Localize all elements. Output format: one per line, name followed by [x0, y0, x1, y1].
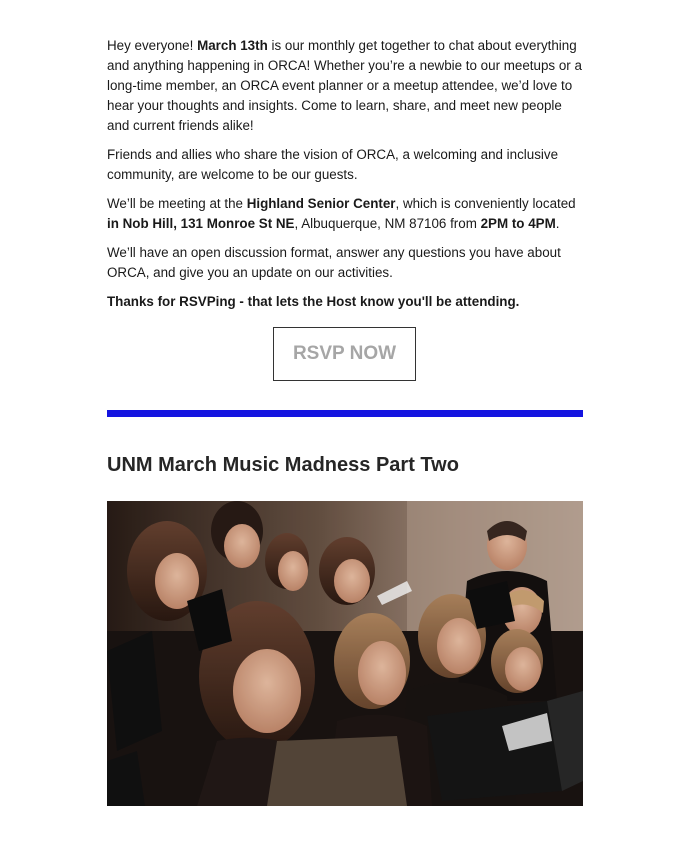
email-body	[107, 36, 583, 312]
location-text-3: , Albuquerque, NM 87106 from	[294, 216, 481, 231]
guests-paragraph: Friends and allies who share the vision of ORCA, a welcoming and inclusive community, are welcome to be our guests.	[107, 147, 559, 182]
section-divider	[107, 410, 583, 417]
intro-paragraph	[107, 36, 583, 136]
choir-photo	[107, 501, 583, 806]
format-paragraph: We’ll have an open discussion format, answer any questions you have about ORCA, and give you an update on our activities.	[107, 245, 561, 280]
location-paragraph	[107, 194, 583, 234]
venue-name: Highland Senior Center	[246, 196, 396, 211]
choir-photo-illustration	[107, 501, 583, 806]
intro-text-2: is our monthly get together to chat about everything and anything happening in ORCA! Whether you’re a newbie to our meetups or a long-time member, an ORCA event planner or a meetup attendee, we’d love to hear your thoughts and insights. Come to learn, share, and meet new people and current friends alike!	[107, 38, 582, 133]
location-text-4: .	[555, 216, 560, 231]
venue-address: in Nob Hill, 131 Monroe St NE	[107, 216, 295, 231]
rsvp-now-button[interactable]: RSVP NOW	[273, 327, 416, 381]
location-text-2: , which is conveniently located	[395, 196, 576, 211]
section-title: UNM March Music Madness Part Two	[107, 454, 459, 476]
rsvp-button-container	[273, 327, 416, 381]
event-date: March 13th	[197, 38, 268, 53]
thanks-paragraph: Thanks for RSVPing - that lets the Host know you'll be attending.	[107, 294, 520, 309]
intro-text-1: Hey everyone!	[107, 38, 198, 53]
location-text-1: We’ll be meeting at the	[107, 196, 247, 211]
event-time: 2PM to 4PM	[480, 216, 556, 231]
